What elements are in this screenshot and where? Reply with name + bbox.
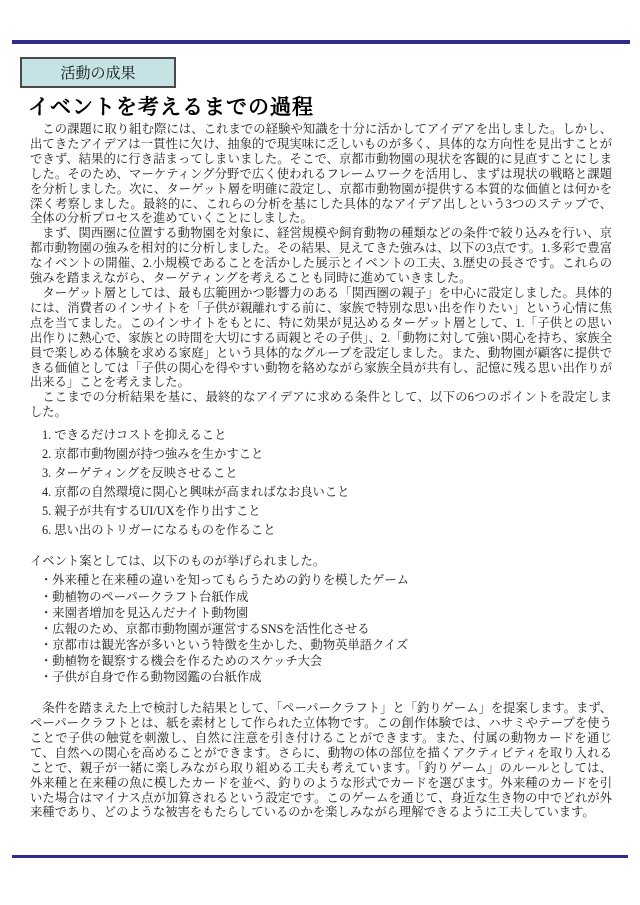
idea-item-fishing-game: ・外来種と在来種の違いを知ってもらうための釣りを模したゲーム: [40, 573, 409, 588]
condition-item-2: 2. 京都市動物園が持つ強みを生かすこと: [42, 447, 264, 462]
idea-list: [30, 573, 612, 685]
condition-list: [30, 428, 612, 537]
condition-item-6: 6. 思い出のトリガーになるものを作ること: [42, 522, 276, 537]
bottom-divider-line: [12, 855, 628, 858]
paragraph-idea-process: この課題に取り組む際には、これまでの経験や知識を十分に活かしてアイデアを出しました。しかし、出てきたアイデアは一貫性に欠け、抽象的で現実味に乏しいものが多く、具体的な方向性を見出すことができず、結果的に行き詰まってしまいました。そこで、京都市動物園の現状を客観的に見直すことにしました。そのため、マーケティング分野で広く使われるフレームワークを活用し、まずは現状の戦略と課題を分析しました。次に、ターゲット層を明確に設定し、京都市動物園が提供する本質的な価値とは何かを深く考察しました。最終的に、これらの分析を基にした具体的なアイデア出しという3つのステップで、全体の分析プロセスを進めていくことにしました。: [30, 122, 612, 226]
idea-item-picture-book: ・子供が自身で作る動物図鑑の台紙作成: [40, 670, 262, 685]
idea-item-english-quiz: ・京都市は観光客が多いという特徴を生かした、動物英単語クイズ: [40, 637, 409, 652]
top-divider-line: [12, 40, 630, 44]
paragraph-target-layer: ターゲット層としては、最も広範囲かつ影響力のある「関西圏の親子」を中心に設定しました。具体的には、消費者のインサイトを「子供が親離れする前に、家族で特別な思い出を作りたい」という心情に焦点を当てました。このインサイトをもとに、特に効果が見込めるターゲット層として、1.「子供との思い出作りに熱心で、家族との時間を大切にする両親とその子供」、2.「動物に対して強い関心を持ち、家族全員で楽しめる体験を求める家庭」という具体的なグループを設定しました。また、動物園が顧客に提供できる価値としては「子供の関心を得やすい動物を絡めながら家族全員が共有し、記憶に残る思い出作りが出来る」ことを考えました。: [30, 285, 612, 390]
page-title: イベントを考えるまでの過程: [28, 96, 314, 119]
condition-item-3: 3. ターゲティングを反映させること: [42, 465, 238, 480]
section-label-box: [20, 57, 176, 88]
idea-item-night-zoo: ・来園者増加を見込んだナイト動物園: [40, 605, 249, 620]
idea-item-papercraft: ・動植物のペーパークラフト台紙作成: [40, 589, 249, 604]
idea-item-sketch-contest: ・動植物を観察する機会を作るためのスケッチ大会: [40, 653, 323, 668]
paragraph-strength-analysis: まず、関西圏に位置する動物園を対象に、経営規模や飼育動物の種類などの条件で絞り込みを行い、京都市動物園の強みを相対的に分析しました。その結果、見えてきた強みは、以下の3点です。1.多彩で豊富なイベントの開催、2.小規模であることを活かした展示とイベントの工夫、3.歴史の長さです。これらの強みを踏まえながら、ターゲティングを考えることも同時に進めていきました。: [30, 226, 612, 286]
condition-item-1: 1. できるだけコストを抑えること: [42, 428, 227, 443]
paragraph-conditions-intro: ここまでの分析結果を基に、最終的なアイデアに求める条件として、以下の6つのポイントを設定しました。: [30, 390, 612, 420]
condition-item-5: 5. 親子が共有するUI/UXを作り出すこと: [42, 503, 261, 518]
condition-item-4: 4. 京都の自然環境に関心と興味が高まればなお良いこと: [42, 484, 350, 499]
section-label: 活動の成果: [60, 65, 136, 82]
idea-item-sns: ・広報のため、京都市動物園が運営するSNSを活性化させる: [40, 621, 370, 636]
paragraph-proposal: 条件を踏まえた上で検討した結果として、「ペーパークラフト」と「釣りゲーム」を提案します。まず、ペーパークラフトとは、紙を素材として作られた立体物です。この創作体験では、ハサミやテープを使うことで子供の触覚を刺激し、自然に注意を引き付けることができます。また、付属の動物カードを通じて、自然への関心を高めることができます。さらに、動物の体の部位を描くアクティビティを取り入れることで、親子が一緒に楽しみながら取り組める工夫も考えています。「釣りゲーム」のルールとしては、外来種と在来種の魚に模したカードを並べ、釣りのような形式でカードを選びます。外来種のカードを引いた場合はマイナス点が加算されるという設定です。このゲームを通じて、身近な生き物の中でどれが外来種であり、どのような被害をもたらしているのかを楽しみながら理解できるように工夫しています。: [30, 701, 612, 820]
document-body: [30, 122, 612, 820]
paragraph-ideas-intro: イベント案としては、以下のものが挙げられました。: [30, 553, 326, 568]
